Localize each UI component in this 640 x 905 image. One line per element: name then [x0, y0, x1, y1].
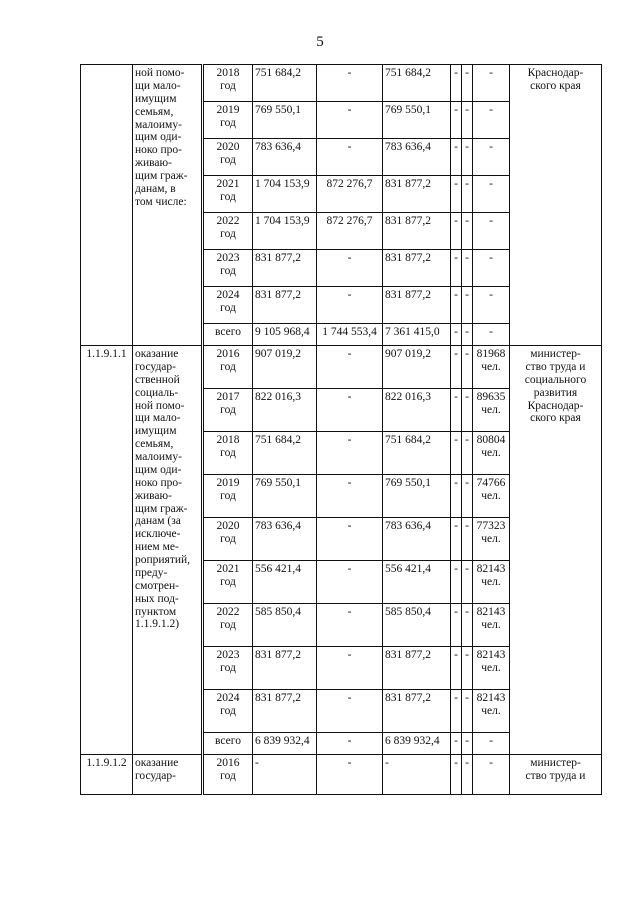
table-row — [81, 755, 602, 795]
responsible-cell: министер- ство труда и — [510, 755, 602, 795]
federal-cell: - — [317, 604, 383, 647]
regional-cell: 831 877,2 — [383, 176, 451, 213]
section-description: оказание государ- ственной социаль- ной помо- щи мало- имущим семьям, малоиму- щим оди- ноко про- живаю- щим граж- данам (за исключе- нием ме- роприятий, преду- смотрен- ных под- пунктом 1.1.9.1.2) — [133, 346, 203, 755]
year-cell: 2023 год — [203, 250, 253, 287]
count-cell: - — [473, 250, 510, 287]
total-cell: 1 704 153,9 — [253, 213, 317, 250]
local-cell: - — [451, 287, 462, 324]
local-cell: - — [451, 755, 462, 795]
regional-cell: 783 636,4 — [383, 139, 451, 176]
responsible-cell: Краснодар- ского края — [510, 65, 602, 346]
federal-cell: - — [317, 250, 383, 287]
other-cell: - — [462, 604, 473, 647]
total-cell: 769 550,1 — [253, 475, 317, 518]
federal-cell: - — [317, 432, 383, 475]
regional-cell: 556 421,4 — [383, 561, 451, 604]
federal-cell: 872 276,7 — [317, 213, 383, 250]
federal-cell: - — [317, 518, 383, 561]
other-cell: - — [462, 139, 473, 176]
local-cell: - — [451, 324, 462, 346]
regional-cell: 751 684,2 — [383, 432, 451, 475]
year-cell: 2016 год — [203, 346, 253, 389]
local-cell: - — [451, 139, 462, 176]
regional-cell: 769 550,1 — [383, 475, 451, 518]
regional-cell: 831 877,2 — [383, 250, 451, 287]
total-cell: 783 636,4 — [253, 139, 317, 176]
count-cell: 80804 чел. — [473, 432, 510, 475]
count-cell: - — [473, 139, 510, 176]
other-cell: - — [462, 475, 473, 518]
total-cell: 6 839 932,4 — [253, 733, 317, 755]
count-cell: 82143 чел. — [473, 647, 510, 690]
federal-cell: 872 276,7 — [317, 176, 383, 213]
count-cell: - — [473, 176, 510, 213]
regional-cell: 783 636,4 — [383, 518, 451, 561]
federal-cell: - — [317, 690, 383, 733]
count-cell: 82143 чел. — [473, 690, 510, 733]
year-cell: 2018 год — [203, 432, 253, 475]
count-cell: - — [473, 213, 510, 250]
total-cell: 585 850,4 — [253, 604, 317, 647]
total-cell: 1 704 153,9 — [253, 176, 317, 213]
year-cell: 2024 год — [203, 690, 253, 733]
count-cell: 89635 чел. — [473, 389, 510, 432]
local-cell: - — [451, 176, 462, 213]
total-cell: 9 105 968,4 — [253, 324, 317, 346]
other-cell: - — [462, 287, 473, 324]
regional-cell: 751 684,2 — [383, 65, 451, 102]
total-cell: 751 684,2 — [253, 432, 317, 475]
year-cell: 2021 год — [203, 176, 253, 213]
other-cell: - — [462, 346, 473, 389]
local-cell: - — [451, 475, 462, 518]
local-cell: - — [451, 690, 462, 733]
local-cell: - — [451, 250, 462, 287]
year-cell: 2020 год — [203, 139, 253, 176]
total-cell: 907 019,2 — [253, 346, 317, 389]
federal-cell: - — [317, 733, 383, 755]
year-cell: всего — [203, 733, 253, 755]
local-cell: - — [451, 213, 462, 250]
year-cell: 2022 год — [203, 604, 253, 647]
other-cell: - — [462, 102, 473, 139]
total-cell: 556 421,4 — [253, 561, 317, 604]
other-cell: - — [462, 324, 473, 346]
federal-cell: - — [317, 475, 383, 518]
total-cell: - — [253, 755, 317, 795]
count-cell: - — [473, 324, 510, 346]
federal-cell: - — [317, 647, 383, 690]
year-cell: 2017 год — [203, 389, 253, 432]
section-description: оказание государ- — [133, 755, 203, 795]
regional-cell: - — [383, 755, 451, 795]
table-row — [81, 65, 602, 102]
count-cell: 82143 чел. — [473, 604, 510, 647]
year-cell: всего — [203, 324, 253, 346]
count-cell: - — [473, 287, 510, 324]
other-cell: - — [462, 755, 473, 795]
year-cell: 2024 год — [203, 287, 253, 324]
local-cell: - — [451, 647, 462, 690]
total-cell: 831 877,2 — [253, 690, 317, 733]
federal-cell: - — [317, 287, 383, 324]
other-cell: - — [462, 561, 473, 604]
federal-cell: - — [317, 755, 383, 795]
local-cell: - — [451, 346, 462, 389]
regional-cell: 907 019,2 — [383, 346, 451, 389]
local-cell: - — [451, 733, 462, 755]
total-cell: 751 684,2 — [253, 65, 317, 102]
count-cell: 82143 чел. — [473, 561, 510, 604]
other-cell: - — [462, 690, 473, 733]
year-cell: 2019 год — [203, 475, 253, 518]
regional-cell: 6 839 932,4 — [383, 733, 451, 755]
year-cell: 2023 год — [203, 647, 253, 690]
other-cell: - — [462, 250, 473, 287]
section-description: ной помо- щи мало- имущим семьям, малоиму- щим оди- ноко про- живаю- щим граж- данам, в том числе: — [133, 65, 203, 346]
year-cell: 2016 год — [203, 755, 253, 795]
count-cell: 74766 чел. — [473, 475, 510, 518]
federal-cell: - — [317, 561, 383, 604]
local-cell: - — [451, 65, 462, 102]
responsible-cell: министер- ство труда и социального развития Краснодар- ского края — [510, 346, 602, 755]
regional-cell: 831 877,2 — [383, 213, 451, 250]
count-cell: 81968 чел. — [473, 346, 510, 389]
local-cell: - — [451, 518, 462, 561]
count-cell: - — [473, 102, 510, 139]
other-cell: - — [462, 389, 473, 432]
other-cell: - — [462, 647, 473, 690]
other-cell: - — [462, 176, 473, 213]
program-table — [80, 64, 602, 795]
total-cell: 831 877,2 — [253, 250, 317, 287]
total-cell: 822 016,3 — [253, 389, 317, 432]
year-cell: 2021 год — [203, 561, 253, 604]
section-code — [81, 65, 133, 346]
section-code: 1.1.9.1.2 — [81, 755, 133, 795]
federal-cell: - — [317, 346, 383, 389]
other-cell: - — [462, 65, 473, 102]
local-cell: - — [451, 561, 462, 604]
federal-cell: 1 744 553,4 — [317, 324, 383, 346]
count-cell: - — [473, 755, 510, 795]
regional-cell: 831 877,2 — [383, 690, 451, 733]
regional-cell: 822 016,3 — [383, 389, 451, 432]
other-cell: - — [462, 432, 473, 475]
federal-cell: - — [317, 65, 383, 102]
table-row — [81, 346, 602, 389]
other-cell: - — [462, 518, 473, 561]
other-cell: - — [462, 733, 473, 755]
page-number: 5 — [316, 34, 324, 50]
section-code: 1.1.9.1.1 — [81, 346, 133, 755]
federal-cell: - — [317, 139, 383, 176]
local-cell: - — [451, 389, 462, 432]
regional-cell: 769 550,1 — [383, 102, 451, 139]
local-cell: - — [451, 102, 462, 139]
year-cell: 2022 год — [203, 213, 253, 250]
count-cell: - — [473, 65, 510, 102]
total-cell: 831 877,2 — [253, 287, 317, 324]
local-cell: - — [451, 432, 462, 475]
total-cell: 769 550,1 — [253, 102, 317, 139]
count-cell: - — [473, 733, 510, 755]
count-cell: 77323 чел. — [473, 518, 510, 561]
year-cell: 2020 год — [203, 518, 253, 561]
federal-cell: - — [317, 102, 383, 139]
other-cell: - — [462, 213, 473, 250]
year-cell: 2018 год — [203, 65, 253, 102]
regional-cell: 585 850,4 — [383, 604, 451, 647]
year-cell: 2019 год — [203, 102, 253, 139]
federal-cell: - — [317, 389, 383, 432]
regional-cell: 831 877,2 — [383, 287, 451, 324]
local-cell: - — [451, 604, 462, 647]
regional-cell: 7 361 415,0 — [383, 324, 451, 346]
regional-cell: 831 877,2 — [383, 647, 451, 690]
total-cell: 783 636,4 — [253, 518, 317, 561]
total-cell: 831 877,2 — [253, 647, 317, 690]
